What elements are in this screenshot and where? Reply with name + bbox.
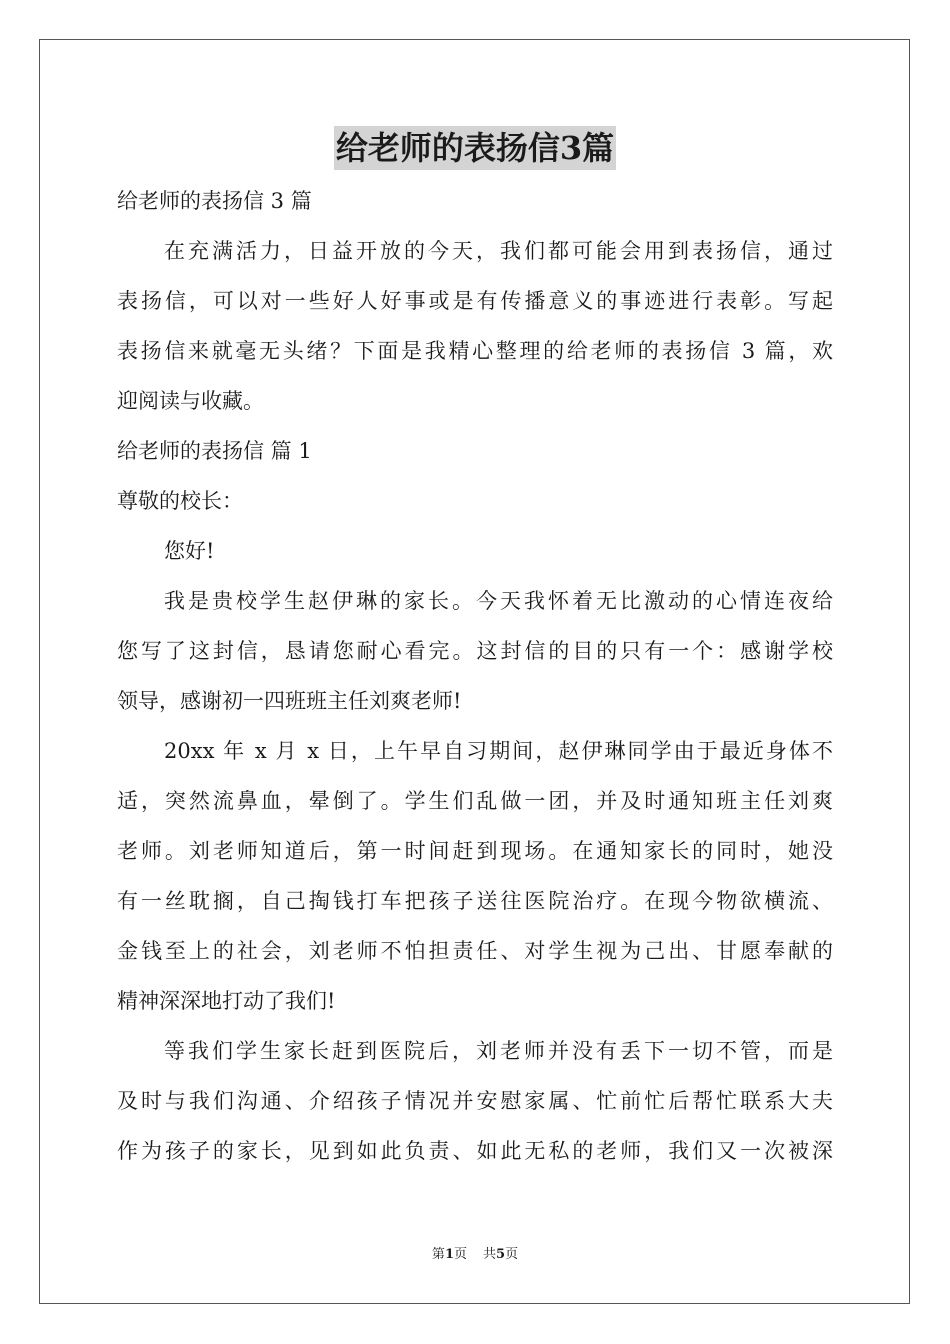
title-wrapper [0, 126, 950, 170]
page-total: 5 [496, 1247, 506, 1262]
text-line: 有一丝耽搁，自己掏钱打车把孩子送往医院治疗。在现今物欲横流、 [117, 889, 833, 913]
page-prefix: 第 [431, 1247, 445, 1262]
page-suffix: 页 [453, 1247, 467, 1262]
page-footer [0, 1245, 950, 1265]
document-body [117, 176, 833, 1176]
text-line: 老师。刘老师知道后，第一时间赶到现场。在通知家长的同时，她没 [117, 839, 833, 863]
document-title: 给老师的表扬信3篇 [334, 126, 616, 170]
text-line: 表扬信，可以对一些好人好事或是有传播意义的事迹进行表彰。写起 [117, 289, 833, 313]
text-line: 给老师的表扬信 3 篇 [117, 189, 312, 213]
text-line: 您好! [164, 539, 215, 563]
text-line: 精神深深地打动了我们! [117, 989, 336, 1013]
text-line: 在充满活力，日益开放的今天，我们都可能会用到表扬信，通过 [164, 239, 833, 263]
text-line: 给老师的表扬信 篇 1 [117, 439, 312, 463]
text-line: 迎阅读与收藏。 [117, 389, 264, 413]
text-line: 金钱至上的社会，刘老师不怕担责任、对学生视为己出、甘愿奉献的 [117, 939, 833, 963]
text-line: 及时与我们沟通、介绍孩子情况并安慰家属、忙前忙后帮忙联系大夫 [117, 1089, 833, 1113]
text-line: 您写了这封信，恳请您耐心看完。这封信的目的只有一个：感谢学校 [117, 639, 833, 663]
text-line: 领导，感谢初一四班班主任刘爽老师! [117, 689, 462, 713]
text-line: 尊敬的校长： [117, 489, 243, 513]
text-line: 作为孩子的家长，见到如此负责、如此无私的老师，我们又一次被深 [117, 1139, 833, 1163]
text-line: 适，突然流鼻血，晕倒了。学生们乱做一团，并及时通知班主任刘爽 [117, 789, 833, 813]
text-line: 表扬信来就毫无头绪？下面是我精心整理的给老师的表扬信 3 篇，欢 [117, 339, 833, 363]
text-line: 等我们学生家长赶到医院后，刘老师并没有丢下一切不管，而是 [164, 1039, 833, 1063]
total-prefix: 共 [483, 1247, 497, 1262]
text-line: 20xx 年 x 月 x 日，上午早自习期间，赵伊琳同学由于最近身体不 [164, 739, 833, 763]
page-current: 1 [444, 1247, 454, 1262]
total-suffix: 页 [505, 1247, 519, 1262]
text-line: 我是贵校学生赵伊琳的家长。今天我怀着无比激动的心情连夜给 [164, 589, 833, 613]
